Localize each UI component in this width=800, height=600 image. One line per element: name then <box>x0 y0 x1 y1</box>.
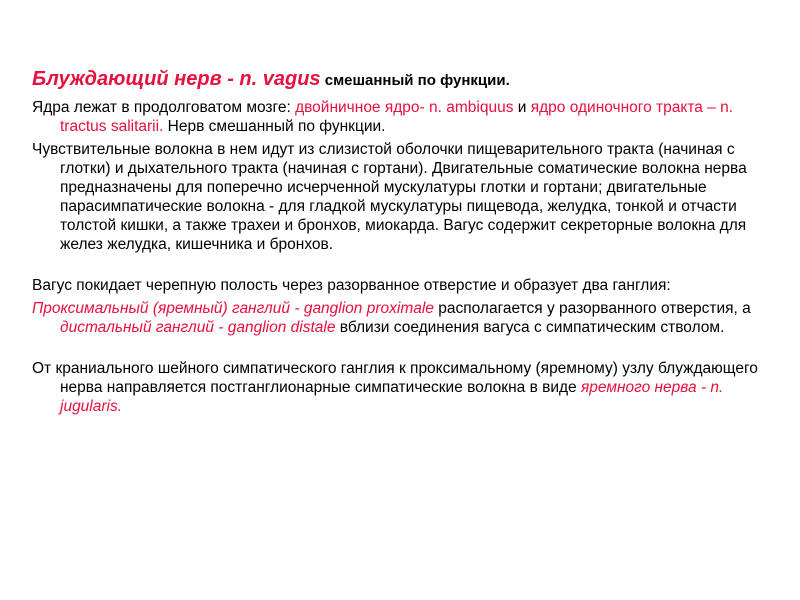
paragraph-ganglia <box>32 299 772 337</box>
p4-text-2: вблизи соединения вагуса с симпатическим стволом. <box>335 319 725 336</box>
paragraph-exit <box>32 276 772 295</box>
ganglion-proximale-term: Проксимальный (яремный) ганглий - ganglion proximale <box>32 300 434 317</box>
p1-text-2: и <box>513 99 531 116</box>
paragraph-nuclei <box>32 98 772 136</box>
p5-text-1: От краниального шейного симпатического ганглия к проксимальному (яремному) узлу блуждающего нерва направляется постганглионарные симпатические волокна в виде <box>32 360 758 396</box>
slide-title <box>32 66 772 94</box>
paragraph-jugular-nerve <box>32 359 772 416</box>
p4-text-1: располагается у разорванного отверстия, а <box>433 300 751 317</box>
jugular-nerve-term: яремного нерва - n. jugularis. <box>60 379 724 415</box>
ganglion-distale-term: дистальный ганглий - ganglion distale <box>60 319 336 336</box>
nucleus-solitary-tract-term: ядро одиночного тракта – n. tractus salitarii. <box>60 99 734 135</box>
slide-content <box>32 66 772 420</box>
p3-text: Вагус покидает черепную полость через разорванное отверстие и образует два ганглия: <box>32 277 671 294</box>
title-rest: смешанный по функции. <box>320 72 510 89</box>
p1-text-1: Ядра лежат в продолговатом мозге: <box>32 99 296 116</box>
p1-text-3: Нерв смешанный по функции. <box>163 118 386 135</box>
p2-text: Чувствительные волокна в нем идут из слизистой оболочки пищеварительного тракта (начиная с глотки) и дыхательного тракта (начиная с гортани). Двигательные соматические волокна нерва предназначены для поперечно исчерченной мускулатуры глотки и гортани; двигательные парасимпатические волокна - для гладкой мускулатуры пищевода, желудка, тонкой и отчасти толстой кишки, а также трахеи и бронхов, миокарда. Вагус содержит секреторные волокна для желез желудка, кишечника и бронхов. <box>32 141 747 253</box>
title-emphasis: Блуждающий нерв - n. vagus <box>32 68 321 90</box>
paragraph-fibers <box>32 140 772 254</box>
nucleus-ambiguus-term: двойничное ядро- n. ambiquus <box>295 99 514 116</box>
